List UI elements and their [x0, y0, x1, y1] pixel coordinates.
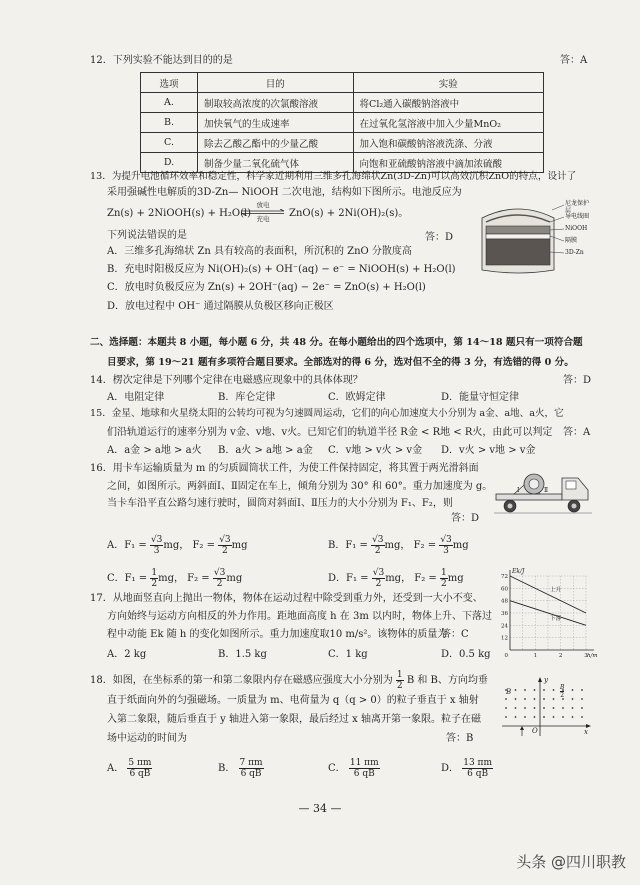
field-dot	[515, 698, 517, 700]
field-dot	[553, 716, 555, 718]
label-niooh: NiOOH	[565, 225, 588, 232]
q14-option-b: B．库仑定律	[218, 392, 276, 403]
q13-option-b: B．充电时阳极反应为 Ni(OH)₂(s) + OH⁻(aq) − e⁻ = NiOOH(s) + H₂O(l)	[107, 264, 456, 275]
q13-answer: 答：D	[425, 232, 454, 243]
label-nylon-layer: 尼龙保护层	[565, 200, 590, 214]
y-tick-label: 36	[501, 611, 508, 617]
x-axis-label: h/m	[587, 653, 598, 659]
battery-figure	[478, 196, 590, 276]
q13-option-d: D．放电过程中 OH⁻ 通过隔膜从负极区移向正极区	[107, 301, 334, 312]
q17-answer: 答：C	[441, 629, 469, 640]
q14-answer: 答：D	[563, 375, 592, 386]
q12-table	[140, 72, 544, 173]
q16-option-d: D．F₁ = $\frac{√3}{2}$ mg， F₂ = $\frac{1}{2}$ mg	[328, 568, 464, 589]
q15-option-b: B．a火 > a地 > a金	[218, 445, 313, 456]
field-dot	[515, 707, 517, 709]
q18-option-c: C． $\frac{11 \pi m}{6 qB}$	[328, 758, 379, 779]
field-dot	[543, 716, 545, 718]
field-dot	[505, 698, 507, 700]
q14-option-c: C．欧姆定律	[328, 392, 386, 403]
x-tick-label: 1	[533, 653, 538, 659]
q16-answer: 答：D	[451, 513, 480, 524]
q17-option-d: D．0.5 kg	[441, 649, 491, 660]
label-conductive-coil: 导电线圈	[565, 213, 590, 220]
q16-option-b: B．F₁ = $\frac{√3}{2}$ mg， F₂ = $\frac{√3}{3}$ mg	[328, 535, 469, 556]
q14-option-a: A．电阻定律	[107, 392, 165, 403]
section2-line1: 二、选择题：本题共 8 小题，每小题 6 分，共 48 分。在每小题给出的四个选项中，第 14～18 题只有一项符合题	[90, 337, 583, 348]
q16-line1: 16．用卡车运输质量为 m 的匀质圆筒状工件，为使工件保持固定，将其置于两光滑斜面	[90, 463, 479, 474]
table-cell: 除去乙酸乙酯中的少量乙酸	[198, 133, 354, 153]
q13-line2: 采用强碱性电解质的3D-Zn— NiOOH 二次电池，结构如下图所示。电池反应为	[107, 187, 462, 198]
table-header-row	[141, 73, 544, 93]
x-tick-label: 2	[558, 653, 563, 659]
q13-question: 下列说法错误的是	[107, 230, 187, 241]
field-dot	[562, 707, 564, 709]
q18-line4: 场中运动的时间为	[107, 733, 187, 744]
y-tick-label: 48	[501, 598, 508, 605]
x-axis-label: x	[584, 728, 588, 736]
page-number: — 34 —	[298, 802, 342, 815]
table-cell: C.	[141, 133, 198, 153]
field-dot	[515, 716, 517, 718]
table-cell: 加入饱和碳酸钠溶液洗涤、分液	[353, 133, 543, 153]
q17-option-b: B．1.5 kg	[218, 649, 267, 660]
field-dot	[572, 707, 574, 709]
q13-option-a: A．三维多孔海绵状 Zn 具有较高的表面积，所沉积的 ZnO 分散度高	[107, 246, 412, 257]
field-dot	[543, 707, 545, 709]
q12-stem: 12．下列实验不能达到目的的是	[90, 55, 233, 66]
table-cell: B.	[141, 113, 198, 133]
label-separator: 隔膜	[565, 237, 578, 244]
field-dot	[572, 689, 574, 691]
field-dot	[524, 707, 526, 709]
field-dot	[505, 716, 507, 718]
field-dot	[553, 689, 555, 691]
field-dot	[534, 689, 536, 691]
field-dot	[581, 698, 583, 700]
table-cell: 将Cl₂通入碳酸钠溶液中	[353, 93, 543, 113]
table-header: 实验	[353, 73, 543, 93]
equilibrium-arrow: 放电 充电	[240, 201, 286, 223]
q17-line2: 方向始终与运动方向相反的外力作用。距地面高度 h 在 3m 以内时，物体上升、下落过	[107, 611, 492, 622]
q12-answer: 答：A	[560, 55, 588, 66]
field-dot	[581, 707, 583, 709]
truck-icon	[494, 464, 592, 518]
table-header: 目的	[198, 73, 354, 93]
section2-line2: 目要求，第 19～21 题有多项符合题目要求。全部选对的得 6 分，选对但不全的得 3 分，有选错的得 0 分。	[107, 357, 574, 368]
field-dot	[534, 707, 536, 709]
q15-answer: 答：A	[563, 427, 591, 438]
q15-option-a: A．a金 > a地 > a火	[107, 445, 202, 456]
field-dot	[543, 698, 545, 700]
x-tick-label: 3	[584, 653, 588, 659]
q17-option-a: A．2 kg	[107, 649, 147, 660]
q16-line3: 当卡车沿平直公路匀速行驶时，圆筒对斜面Ⅰ、Ⅱ压力的大小分别为 F₁、F₂，则	[107, 498, 453, 509]
series-label: 下落	[550, 616, 562, 622]
q15-line2: 们沿轨道运行的速率分别为 v金、v地、v火。已知它们的轨道半径 R金 < R地 < R火，由此可以判定	[107, 427, 553, 438]
field-dot	[524, 716, 526, 718]
q18-option-d: D． $\frac{13 \pi m}{6 qB}$	[441, 758, 492, 779]
field-dot	[543, 689, 545, 691]
y-tick-label: 24	[501, 623, 508, 630]
table-row	[141, 93, 544, 113]
q16-option-a: A．F₁ = $\frac{√3}{3}$ mg， F₂ = $\frac{√3}{2}$ mg	[107, 535, 248, 556]
table-cell: 在过氧化氢溶液中加入少量MnO₂	[353, 113, 543, 133]
q15-option-c: C．v地 > v火 > v金	[328, 445, 423, 456]
field-dot	[534, 698, 536, 700]
incline-2-label: Ⅱ	[544, 487, 549, 494]
magnetic-field-figure	[500, 676, 592, 738]
series-label: 上升	[550, 587, 562, 594]
table-cell: 加快氧气的生成速率	[198, 113, 354, 133]
table-header: 选项	[141, 73, 198, 93]
table-cell: D.	[141, 153, 198, 173]
field-dot	[581, 689, 583, 691]
q18-line3: 入第二象限，随后垂直于 y 轴进入第一象限，最后经过 x 轴离开第一象限。粒子在磁	[107, 714, 482, 725]
q14-stem: 14．楞次定律是下列哪个定律在电磁感应现象中的具体体现？	[90, 375, 363, 386]
q18-line1: 18．如图，在坐标系的第一和第二象限内存在磁感应强度大小分别为 $\frac{1}{2}$ B 和 B、方向均垂	[90, 670, 488, 691]
table-row	[141, 133, 544, 153]
q17-option-c: C．1 kg	[328, 649, 368, 660]
field-dot	[553, 707, 555, 709]
y-tick-label: 12	[501, 635, 508, 642]
q18-answer: 答：B	[446, 733, 474, 744]
ek-h-chart	[488, 566, 600, 666]
label-3d-zn: 3D-Zn	[565, 249, 584, 256]
field-right-label: B 2	[560, 684, 565, 699]
field-left-label: B	[506, 688, 512, 696]
watermark: 头条 @四川职教	[516, 853, 626, 871]
q17-line1: 17．从地面竖直向上抛出一物体，物体在运动过程中除受到重力外，还受到一大小不变、	[90, 593, 483, 604]
field-dot	[524, 689, 526, 691]
field-dot	[581, 716, 583, 718]
q18-line2: 直于纸面向外的匀强磁场。一质量为 m、电荷量为 q（q > 0）的粒子垂直于 x 轴射	[107, 695, 479, 706]
y-axis-label: Ek/J	[512, 568, 525, 575]
y-axis-label: y	[544, 676, 548, 684]
origin-tick-label: 0	[504, 653, 508, 659]
origin-label: O	[532, 727, 538, 735]
q13-line1: 13．为提升电池循环效率和稳定性，科学家近期利用三维多孔海绵状Zn(3D-Zn)可以高效沉积ZnO的特点，设计了	[90, 171, 577, 182]
table-cell: 制备少量二氧化硫气体	[198, 153, 354, 173]
y-tick-label: 72	[501, 574, 508, 580]
field-dot	[505, 707, 507, 709]
incline-1-label: Ⅰ	[517, 487, 520, 494]
field-dot	[553, 698, 555, 700]
q13-option-c: C．放电时负极反应为 Zn(s) + 2OH⁻(aq) − 2e⁻ = ZnO(s) + H₂O(l)	[107, 282, 426, 293]
field-dot	[572, 698, 574, 700]
y-tick-label: 60	[501, 586, 508, 593]
q13-reaction-right: ZnO(s) + 2Ni(OH)₂(s)。	[289, 208, 409, 219]
field-dot	[562, 716, 564, 718]
truck-figure	[494, 464, 592, 518]
q16-option-c: C．F₁ = $\frac{1}{2}$ mg， F₂ = $\frac{√3}{2}$ mg	[107, 568, 243, 589]
q15-option-d: D．v火 > v地 > v金	[441, 445, 536, 456]
q18-option-a: A． $\frac{5 \pi m}{6 qB}$	[107, 758, 152, 779]
table-cell: 制取较高浓度的次氯酸溶液	[198, 93, 354, 113]
q18-option-b: B． $\frac{7 \pi m}{6 qB}$	[218, 758, 263, 779]
q15-line1: 15．金星、地球和火星绕太阳的公转均可视为匀速圆周运动，它们的向心加速度大小分别为 a金、a地、a火，它	[90, 408, 564, 419]
field-dot	[515, 689, 517, 691]
coordinate-field-diagram	[500, 676, 592, 738]
table-cell: A.	[141, 93, 198, 113]
q13-reaction-left: Zn(s) + 2NiOOH(s) + H₂O(l)	[107, 208, 252, 219]
q14-option-d: D．能量守恒定律	[441, 392, 520, 403]
field-dot	[572, 716, 574, 718]
table-row	[141, 113, 544, 133]
table-cell: 向饱和亚硫酸钠溶液中滴加浓硫酸	[353, 153, 543, 173]
field-dot	[524, 698, 526, 700]
q16-line2: 之间，如图所示。两斜面Ⅰ、Ⅱ固定在车上，倾角分别为 30° 和 60°。重力加速度为 g。	[107, 481, 493, 492]
q17-line3: 程中动能 Ek 随 h 的变化如图所示。重力加速度取10 m/s²。该物体的质量为	[107, 629, 448, 640]
field-dot	[534, 716, 536, 718]
